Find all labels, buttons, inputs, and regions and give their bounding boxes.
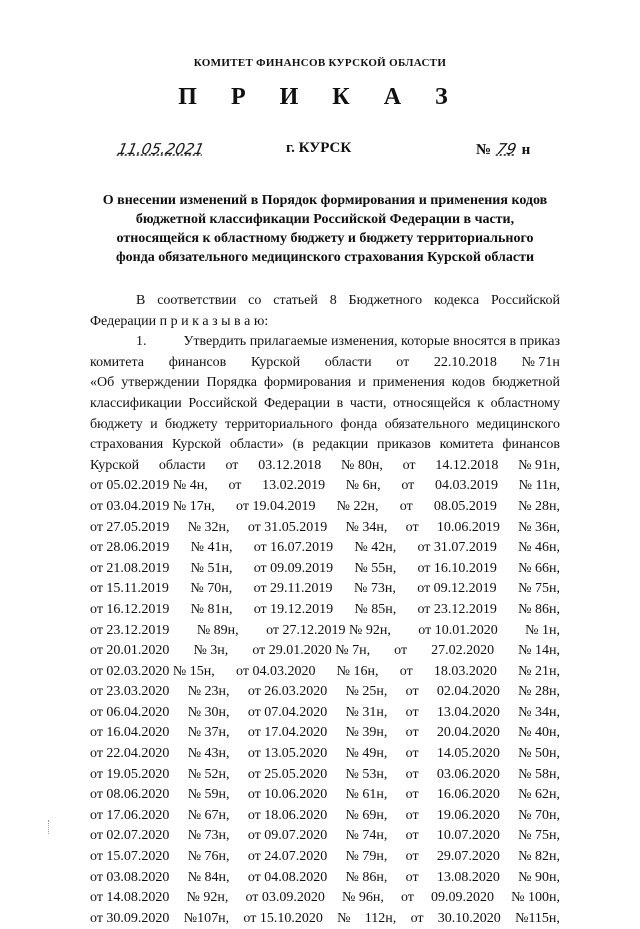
body-text-segment: № 41н, <box>190 540 233 556</box>
body-text-segment: области <box>158 457 206 473</box>
body-text-segment: от 03.08.2020 <box>90 869 170 885</box>
body-text-segment: № 80н, <box>340 457 383 473</box>
body-text-segment: от 30.09.2020 <box>90 910 170 926</box>
body-text-segment: от 23.12.2019 <box>90 622 170 638</box>
body-text-segment: от 17.04.2020 <box>247 725 328 741</box>
body-text-segment: бюджету и бюджету территориального фонда обязательного медицинского <box>90 416 560 432</box>
body-line <box>90 682 560 703</box>
body-text-segment: №107н, <box>183 910 230 926</box>
order-number-prefix: № <box>476 142 492 158</box>
body-text-segment: «Об утверждении Порядка формирования и применения кодов бюджетной <box>90 375 560 391</box>
body-text-segment: № 51н, <box>190 560 233 576</box>
body-text-segment: от 23.03.2020 <box>90 684 170 700</box>
body-text-segment: от 16.12.2019 <box>90 601 170 617</box>
body-text-segment: № 34н, <box>518 704 560 720</box>
body-text-segment: 13.02.2019 <box>262 478 326 494</box>
body-text-segment: № 76н, <box>187 849 230 865</box>
body-text-segment: 03.12.2018 <box>258 457 322 473</box>
body-text-segment: от 29.11.2019 <box>253 581 333 597</box>
document-body <box>90 291 560 929</box>
body-text-segment: 13.04.2020 <box>436 704 500 720</box>
body-text-segment: области <box>324 354 372 370</box>
body-line <box>90 847 560 868</box>
body-text-segment: № 28н, <box>518 684 560 700</box>
body-text-segment: комитета <box>90 354 145 370</box>
body-line <box>90 332 560 353</box>
body-line <box>90 559 560 580</box>
body-text-segment: Курской <box>90 457 140 473</box>
body-text-segment: классификации Российской Федерации в части, относящейся к областному <box>90 395 560 411</box>
body-text-segment: от 03.09.2020 <box>245 890 325 906</box>
body-line <box>90 888 560 909</box>
heading-line: относящейся к областному бюджету и бюджету территориального <box>116 231 534 246</box>
body-text-segment: от 19.05.2020 <box>90 766 170 782</box>
body-text-segment: от 09.12.2019 <box>417 581 497 597</box>
body-text-segment: № 86н, <box>345 869 388 885</box>
body-text-segment: от 07.04.2020 <box>247 704 328 720</box>
order-date: 11.05.2021 <box>116 140 206 158</box>
body-line <box>90 497 560 518</box>
body-text-segment: от 25.05.2020 <box>247 766 328 782</box>
body-text-segment: № 82н, <box>518 849 560 865</box>
body-text-segment: № 70н, <box>190 581 233 597</box>
body-text-segment: от 19.04.2019 <box>236 498 316 514</box>
body-text-segment: от 05.02.2019 № 4н, <box>90 478 208 494</box>
body-line <box>90 785 560 806</box>
body-text-segment: от <box>399 498 413 514</box>
body-text-segment: 27.02.2020 <box>431 643 495 659</box>
organization-name: КОМИТЕТ ФИНАНСОВ КУРСКОЙ ОБЛАСТИ <box>193 57 447 69</box>
body-text-segment: № 100н, <box>511 890 560 906</box>
body-text-segment: от 03.04.2019 № 17н, <box>90 498 215 514</box>
body-text-segment: № 62н, <box>518 787 560 803</box>
order-meta-row <box>118 140 558 162</box>
body-text-segment: от 18.06.2020 <box>247 807 328 823</box>
body-text-segment: 02.04.2020 <box>436 684 500 700</box>
body-text-segment: 14.05.2020 <box>436 746 500 762</box>
body-text-segment: от <box>405 787 419 803</box>
body-text-segment: № 90н, <box>518 869 560 885</box>
body-text-segment: № 85н, <box>354 601 397 617</box>
body-line <box>90 291 560 312</box>
body-text-segment: от 28.06.2019 <box>90 540 170 556</box>
body-text-segment: 20.04.2020 <box>436 725 500 741</box>
body-text-segment: 10.07.2020 <box>436 828 500 844</box>
body-line <box>90 373 560 394</box>
body-text-segment: № 23н, <box>187 684 230 700</box>
body-text-segment: № 39н, <box>345 725 388 741</box>
body-line <box>90 723 560 744</box>
body-text-segment: № 55н, <box>354 560 397 576</box>
body-text-segment: 112н, <box>364 910 397 926</box>
body-text-segment: № 28н, <box>518 498 560 514</box>
body-line <box>90 312 560 333</box>
body-text-segment: от 14.08.2020 <box>90 890 170 906</box>
body-text-segment: от 26.03.2020 <box>247 684 328 700</box>
body-text-segment: от <box>405 519 419 535</box>
body-text-segment: 09.09.2020 <box>431 890 494 906</box>
body-text-segment: от <box>399 663 413 679</box>
body-text-segment: № 86н, <box>518 601 560 617</box>
body-text-segment: от 22.04.2020 <box>90 746 170 762</box>
body-line <box>90 621 560 642</box>
body-text-segment: от 10.01.2020 <box>418 622 498 638</box>
body-text-segment: от 16.10.2019 <box>417 560 497 576</box>
body-text-segment: 16.06.2020 <box>436 787 500 803</box>
body-text-segment: от <box>405 684 419 700</box>
body-text-segment: от <box>396 354 410 370</box>
body-text-segment: № 52н, <box>187 766 230 782</box>
body-text-segment: от 15.07.2020 <box>90 849 170 865</box>
body-text-segment: № 79н, <box>345 849 388 865</box>
body-line <box>90 518 560 539</box>
body-text-segment: № 25н, <box>345 684 388 700</box>
body-text-segment: 18.03.2020 <box>433 663 497 679</box>
body-text-segment: № 14н, <box>518 643 560 659</box>
body-line <box>90 868 560 889</box>
body-text-segment: от 27.05.2019 <box>90 519 170 535</box>
body-text-segment: № 96н, <box>342 890 384 906</box>
body-text-segment: от 10.06.2020 <box>247 787 328 803</box>
body-text-segment: от 09.09.2019 <box>253 560 334 576</box>
body-text-segment: № 37н, <box>187 725 230 741</box>
body-text-segment: № 1н, <box>525 622 560 638</box>
body-text-segment: № 84н, <box>187 869 230 885</box>
body-text-segment: № 67н, <box>187 807 230 823</box>
body-text-segment: 10.06.2019 <box>436 519 500 535</box>
body-text-segment: № 21н, <box>518 663 560 679</box>
body-text-segment: от 06.04.2020 <box>90 704 170 720</box>
body-text-segment: от <box>225 457 239 473</box>
body-text-segment: № 6н, <box>345 478 381 494</box>
order-city: г. КУРСК <box>286 140 352 156</box>
body-line <box>90 579 560 600</box>
body-text-segment: от 09.07.2020 <box>247 828 328 844</box>
body-line <box>90 456 560 477</box>
body-line <box>90 600 560 621</box>
body-text-segment: от 16.04.2020 <box>90 725 170 741</box>
body-text-segment: от <box>405 746 419 762</box>
body-text-segment: от 04.08.2020 <box>247 869 328 885</box>
body-text-segment: № 61н, <box>345 787 388 803</box>
body-line <box>90 909 560 929</box>
body-text-segment: № 43н, <box>187 746 230 762</box>
body-text-segment: 13.08.2020 <box>436 869 500 885</box>
body-line <box>90 476 560 497</box>
body-line <box>90 353 560 374</box>
body-text-segment: № 49н, <box>345 746 388 762</box>
margin-mark <box>48 820 50 834</box>
body-text-segment: от 23.12.2019 <box>417 601 497 617</box>
body-text-segment: № 34н, <box>345 519 388 535</box>
body-text-segment: 22.10.2018 <box>433 354 497 370</box>
body-text-segment: от 19.12.2019 <box>253 601 334 617</box>
body-text-segment: № 40н, <box>518 725 560 741</box>
body-text-segment: № 74н, <box>345 828 388 844</box>
body-line <box>90 826 560 847</box>
body-text-segment: от 31.05.2019 <box>247 519 328 535</box>
body-text-segment: от <box>405 766 419 782</box>
body-text-segment: № <box>337 910 351 926</box>
body-text-segment: № 92н, <box>186 890 229 906</box>
body-text-segment: от <box>405 869 419 885</box>
order-number <box>476 140 530 159</box>
body-text-segment: № 46н, <box>518 540 560 556</box>
body-text-segment: от <box>394 643 408 659</box>
body-text-segment: от 29.01.2020 № 7н, <box>252 643 371 659</box>
body-text-segment: от 02.03.2020 № 15н, <box>90 663 215 679</box>
body-text-segment: № 91н, <box>518 457 560 473</box>
body-text-segment: Курской <box>250 354 301 370</box>
body-text-segment: № 81н, <box>190 601 233 617</box>
body-text-segment: № 3н, <box>193 643 229 659</box>
body-text-segment: № 89н, <box>196 622 239 638</box>
body-text-segment: от 08.06.2020 <box>90 787 170 803</box>
body-text-segment: от 04.03.2020 <box>236 663 316 679</box>
body-text-segment: № 71н <box>521 354 560 370</box>
body-text-segment: от 02.07.2020 <box>90 828 170 844</box>
body-text-segment: от 13.05.2020 <box>247 746 328 762</box>
body-text-segment: от 17.06.2020 <box>90 807 170 823</box>
body-line <box>90 703 560 724</box>
body-text-segment: №115н, <box>515 910 560 926</box>
heading-line: бюджетной классификации Российской Федерации в части, <box>135 212 515 227</box>
body-text-segment: 30.10.2020 <box>437 910 501 926</box>
body-text-segment: от 24.07.2020 <box>247 849 328 865</box>
body-text-segment: № 75н, <box>518 828 560 844</box>
body-text-segment: № 70н, <box>518 807 560 823</box>
body-text-segment: № 22н, <box>336 498 379 514</box>
body-text-segment: № 30н, <box>187 704 230 720</box>
body-text-segment: 03.06.2020 <box>436 766 500 782</box>
body-text-segment: 04.03.2019 <box>434 478 498 494</box>
body-text-segment: от <box>405 704 419 720</box>
body-line <box>90 765 560 786</box>
body-text-segment: от <box>405 849 419 865</box>
body-text-segment: от 20.01.2020 <box>90 643 170 659</box>
body-text-segment: № 32н, <box>187 519 230 535</box>
body-text-segment: № 42н, <box>354 540 397 556</box>
body-text-segment: № 53н, <box>345 766 388 782</box>
heading-line: фонда обязательного медицинского страхования Курской области <box>115 250 535 265</box>
body-line <box>90 662 560 683</box>
order-number-suffix: н <box>521 142 531 158</box>
body-text-segment: Утвердить прилагаемые изменения, которые вносятся в приказ <box>183 334 560 350</box>
body-text-segment: от <box>410 910 424 926</box>
body-text-segment: финансов <box>168 354 227 370</box>
body-text-segment: страхования Курской области» (в редакции приказов комитета финансов <box>90 437 560 453</box>
body-text-segment: от 16.07.2019 <box>253 540 334 556</box>
body-text-segment: от 21.08.2019 <box>90 560 170 576</box>
body-text-segment: 1. <box>136 334 147 350</box>
body-text-segment: от <box>402 457 416 473</box>
body-line <box>90 744 560 765</box>
body-text-segment: № 11н, <box>518 478 560 494</box>
body-text-segment: от <box>405 807 419 823</box>
body-text-segment: № 36н, <box>518 519 560 535</box>
body-text-segment: от <box>228 478 242 494</box>
body-text-segment: от <box>405 828 419 844</box>
body-text-segment: от 15.10.2020 <box>243 910 323 926</box>
body-text-segment: Федерации п р и к а з ы в а ю: <box>90 313 269 329</box>
document-heading <box>90 191 560 267</box>
heading-line: О внесении изменений в Порядок формирования и применения кодов <box>102 193 548 208</box>
body-text-segment: № 50н, <box>518 746 560 762</box>
document-type-title: П Р И К А З <box>178 84 462 110</box>
body-text-segment: от <box>405 725 419 741</box>
body-text-segment: 08.05.2019 <box>433 498 497 514</box>
body-text-segment: от 31.07.2019 <box>417 540 497 556</box>
body-text-segment: 19.06.2020 <box>436 807 500 823</box>
body-text-segment: № 66н, <box>518 560 560 576</box>
body-line <box>90 415 560 436</box>
body-text-segment: от <box>400 890 414 906</box>
body-text-segment: № 69н, <box>345 807 388 823</box>
body-text-segment: № 59н, <box>187 787 230 803</box>
body-text-segment: № 73н, <box>187 828 230 844</box>
body-text-segment: от 27.12.2019 № 92н, <box>266 622 391 638</box>
body-line <box>90 538 560 559</box>
body-line <box>90 641 560 662</box>
body-text-segment: В соответствии со статьей 8 Бюджетного кодекса Российской <box>136 293 560 308</box>
body-text-segment: 14.12.2018 <box>435 457 499 473</box>
body-line <box>90 435 560 456</box>
body-text-segment: № 16н, <box>336 663 379 679</box>
body-text-segment: 29.07.2020 <box>436 849 500 865</box>
order-number-value: 79 <box>494 140 518 158</box>
body-line <box>90 806 560 827</box>
body-text-segment: № 75н, <box>518 581 560 597</box>
body-line <box>90 394 560 415</box>
body-text-segment: № 73н, <box>353 581 396 597</box>
body-text-segment: № 58н, <box>518 766 560 782</box>
body-text-segment: № 31н, <box>345 704 388 720</box>
body-text-segment: от 15.11.2019 <box>90 581 169 597</box>
body-text-segment: от <box>401 478 415 494</box>
